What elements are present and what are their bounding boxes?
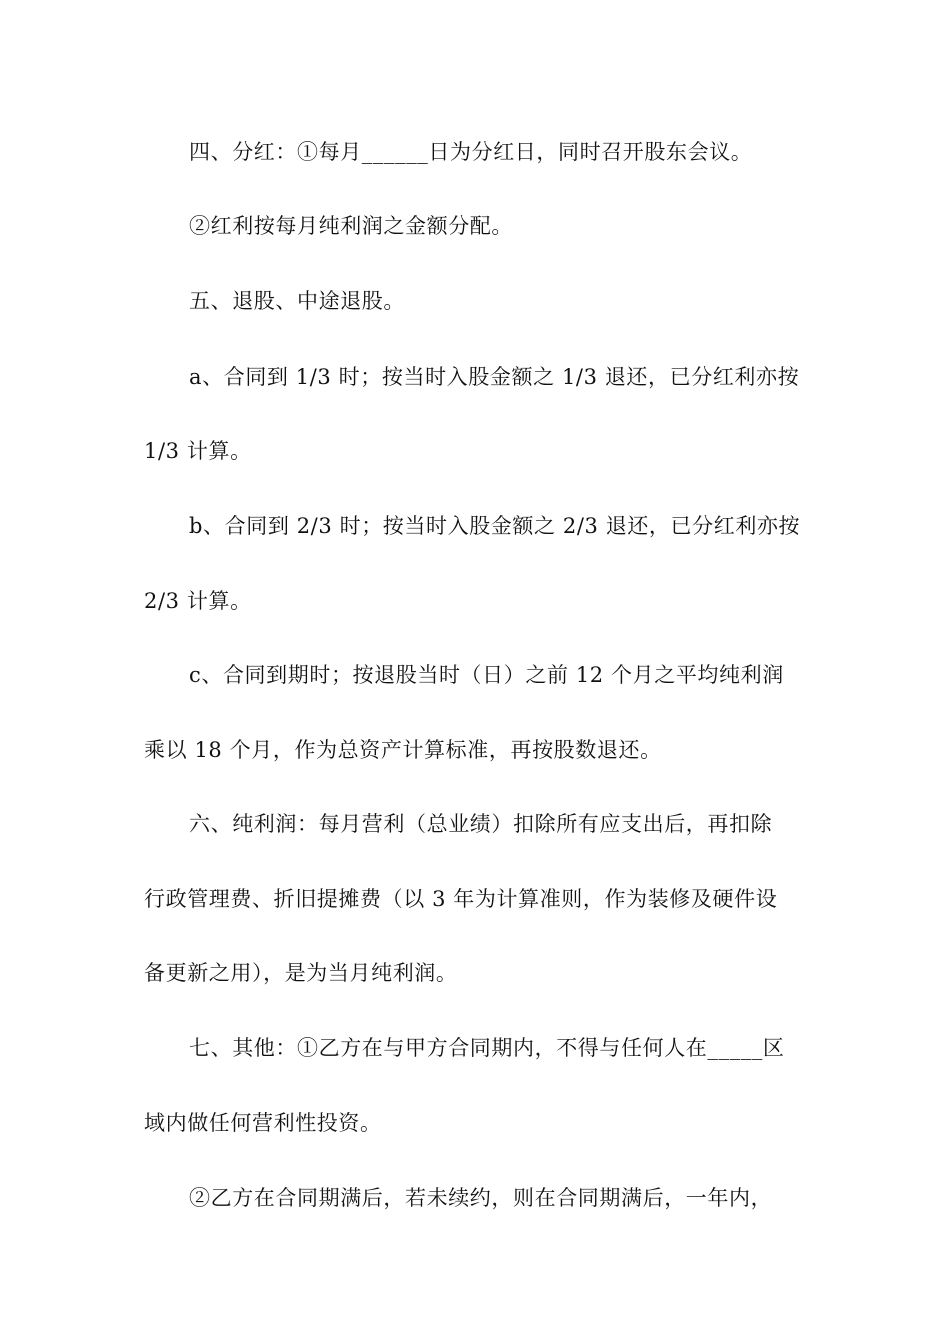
clause-7-line-3: ②乙方在合同期满后，若未续约，则在合同期满后，一年内， [189, 1186, 773, 1210]
clause-5b-line-1: b、合同到 2/3 时；按当时入股金额之 2/3 退还，已分红利亦按 [189, 514, 801, 538]
clause-5c-line-2: 乘以 18 个月，作为总资产计算标准，再按股数退还。 [144, 738, 662, 762]
clause-5b-line-2: 2/3 计算。 [144, 589, 252, 613]
clause-4-dividend-day: 四、分红：①每月______日为分红日，同时召开股东会议。 [189, 140, 753, 164]
clause-4-dividend-allocation: ②红利按每月纯利润之金额分配。 [189, 214, 513, 238]
clause-7-line-1: 七、其他：①乙方在与甲方合同期内，不得与任何人在_____区 [189, 1036, 785, 1060]
clause-5a-line-1: a、合同到 1/3 时；按当时入股金额之 1/3 退还，已分红利亦按 [189, 365, 800, 389]
clause-5c-line-1: c、合同到期时；按退股当时（日）之前 12 个月之平均纯利润 [189, 663, 784, 687]
clause-5-heading: 五、退股、中途退股。 [189, 289, 405, 313]
clause-6-line-2: 行政管理费、折旧提摊费（以 3 年为计算准则，作为装修及硬件设 [144, 887, 778, 911]
clause-6-line-3: 备更新之用），是为当月纯利润。 [144, 961, 458, 985]
clause-5a-line-2: 1/3 计算。 [144, 439, 252, 463]
clause-7-line-2: 域内做任何营利性投资。 [144, 1111, 382, 1135]
clause-6-line-1: 六、纯利润：每月营利（总业绩）扣除所有应支出后，再扣除 [189, 812, 773, 836]
